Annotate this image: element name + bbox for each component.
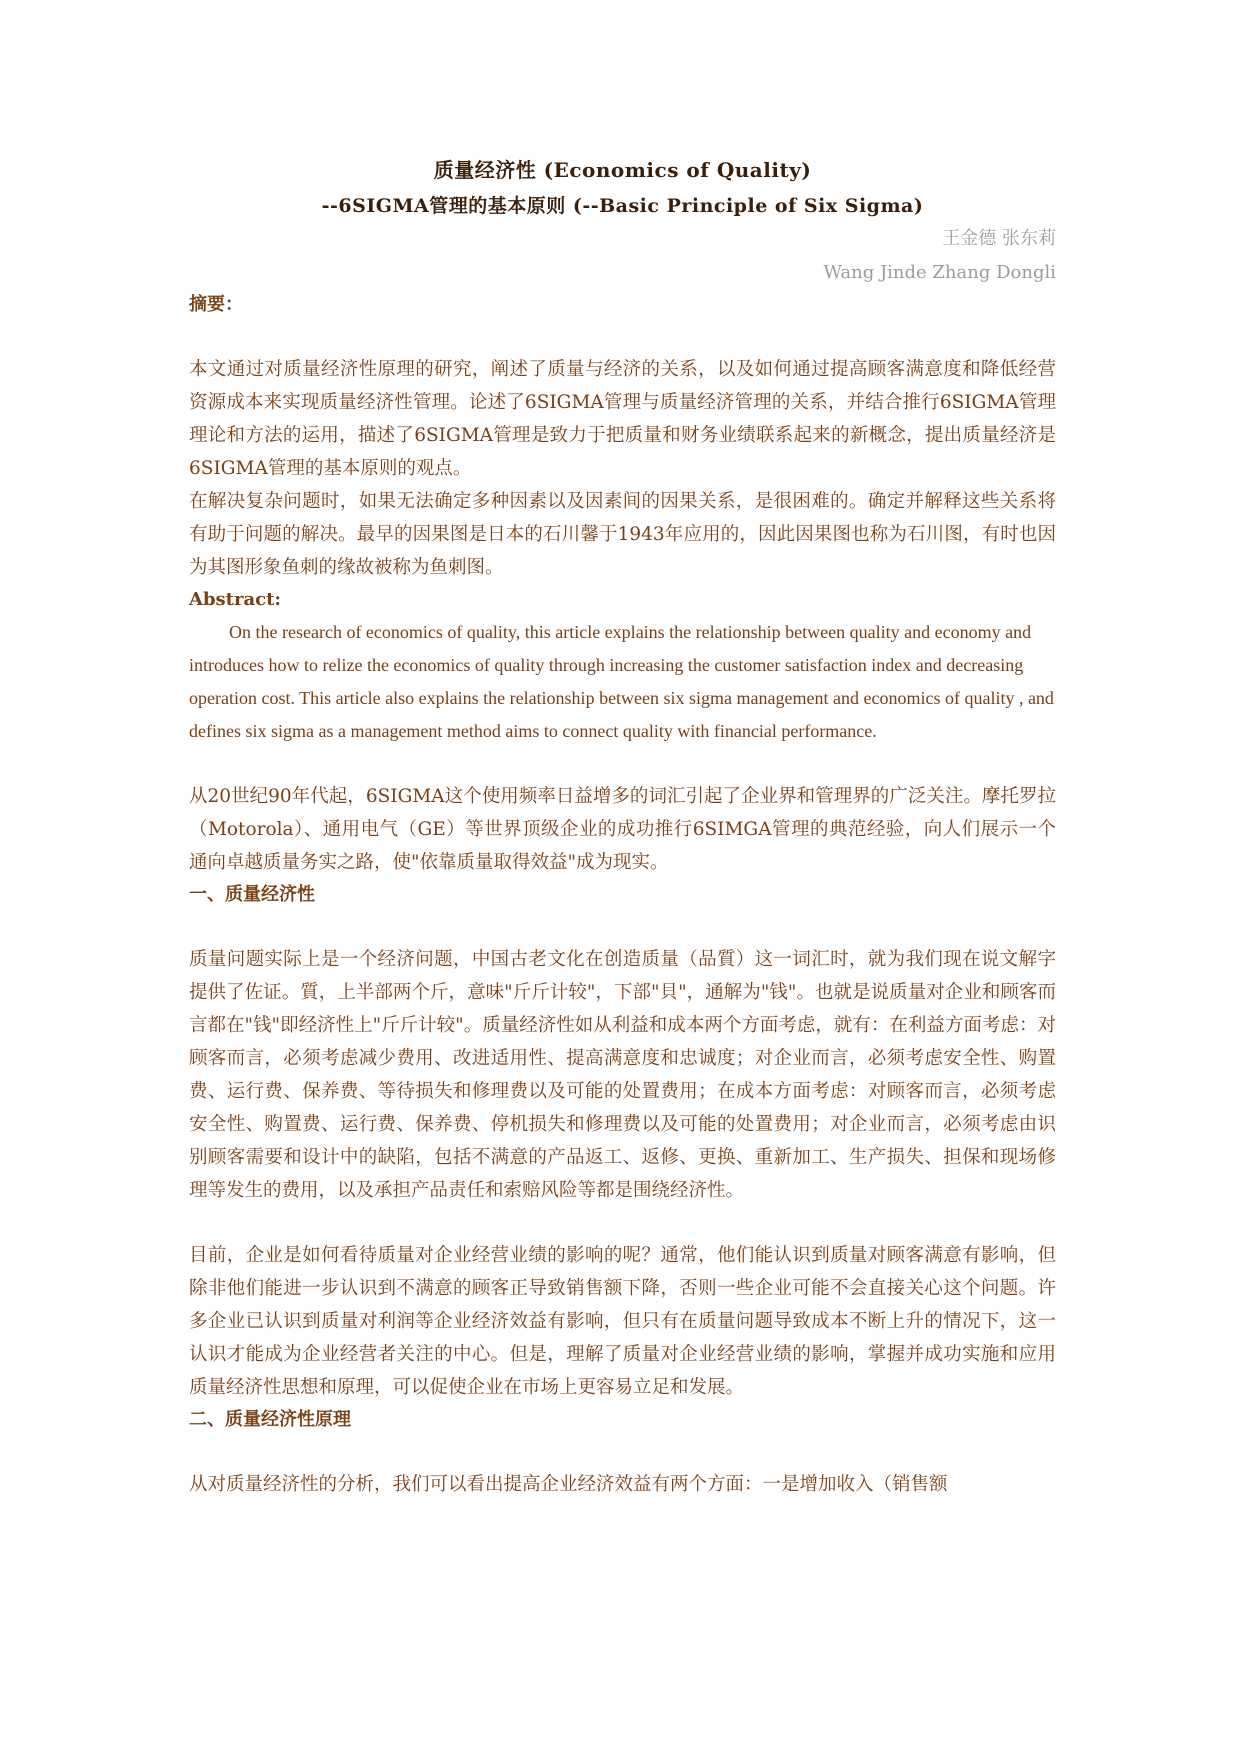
abstract-cn-heading: 摘要：: [189, 294, 243, 315]
abstract-cn-paragraph: 在解决复杂问题时，如果无法确定多种因素以及因素间的因果关系，是很困难的。确定并解释这些关系将有助于问题的解决。最早的因果图是日本的石川馨于1943年应用的，因此因果图也称为石川图，有时也因为其图形象鱼刺的缘故被称为鱼刺图。: [189, 491, 1056, 578]
document-subtitle: --6SIGMA管理的基本原则 (--Basic Principle of Six Sigma): [321, 195, 924, 217]
document-title: 质量经济性 (Economics of Quality): [433, 158, 812, 182]
intro-paragraph: 从20世纪90年代起，6SIGMA这个使用频率日益增多的词汇引起了企业界和管理界的广泛关注。摩托罗拉（Motorola）、通用电气（GE）等世界顶级企业的成功推行6SIMGA管理的典范经验，向人们展示一个通向卓越质量务实之路，使"依靠质量取得效益"成为现实。: [189, 786, 1056, 873]
body-paragraph: 从对质量经济性的分析，我们可以看出提高企业经济效益有两个方面：一是增加收入（销售额: [189, 1474, 948, 1495]
abstract-en-heading: Abstract:: [189, 589, 282, 610]
abstract-en-paragraph: On the research of economics of quality, this article explains the relationship between quality and economy and introduces how to relize the economics of quality through increasing the customer satisfaction index and decreasing operation cost. This article also explains the relationship between six sigma management and economics of quality , and defines six sigma as a management method aims to connect quality with financial performance.: [189, 622, 1054, 741]
authors-cn: 王金德 张东莉: [942, 228, 1056, 249]
spacer: [189, 911, 1056, 943]
section-heading: 一、质量经济性: [189, 884, 315, 905]
spacer: [189, 748, 1056, 780]
spacer: [189, 321, 1056, 353]
authors-en: Wang Jinde Zhang Dongli: [823, 262, 1056, 283]
section-heading: 二、质量经济性原理: [189, 1409, 351, 1430]
spacer: [189, 1436, 1056, 1468]
body-paragraph: 目前，企业是如何看待质量对企业经营业绩的影响的呢？通常，他们能认识到质量对顾客满意有影响，但除非他们能进一步认识到不满意的顾客正导致销售额下降，否则一些企业可能不会直接关心这个问题。许多企业已认识到质量对利润等企业经济效益有影响，但只有在质量问题导致成本不断上升的情况下，这一认识才能成为企业经营者关注的中心。但是，理解了质量对企业经营业绩的影响，掌握并成功实施和应用质量经济性思想和原理，可以促使企业在市场上更容易立足和发展。: [189, 1245, 1056, 1398]
body-paragraph: 质量问题实际上是一个经济问题，中国古老文化在创造质量（品質）这一词汇时，就为我们现在说文解字提供了佐证。質，上半部两个斤，意味"斤斤计较"，下部"貝"，通解为"钱"。也就是说质量对企业和顾客而言都在"钱"即经济性上"斤斤计较"。质量经济性如从利益和成本两个方面考虑，就有：在利益方面考虑：对顾客而言，必须考虑减少费用、改进适用性、提高满意度和忠诚度；对企业而言，必须考虑安全性、购置费、运行费、保养费、等待损失和修理费以及可能的处置费用；在成本方面考虑：对顾客而言，必须考虑安全性、购置费、运行费、保养费、停机损失和修理费以及可能的处置费用；对企业而言，必须考虑由识别顾客需要和设计中的缺陷，包括不满意的产品返工、返修、更换、重新加工、生产损失、担保和现场修理等发生的费用，以及承担产品责任和索赔风险等都是围绕经济性。: [189, 949, 1056, 1201]
spacer: [189, 1207, 1056, 1239]
abstract-cn-paragraph: 本文通过对质量经济性原理的研究，阐述了质量与经济的关系，以及如何通过提高顾客满意度和降低经营资源成本来实现质量经济性管理。论述了6SIGMA管理与质量经济管理的关系，并结合推行6SIGMA管理理论和方法的运用，描述了6SIGMA管理是致力于把质量和财务业绩联系起来的新概念，提出质量经济是6SIGMA管理的基本原则的观点。: [189, 359, 1056, 479]
